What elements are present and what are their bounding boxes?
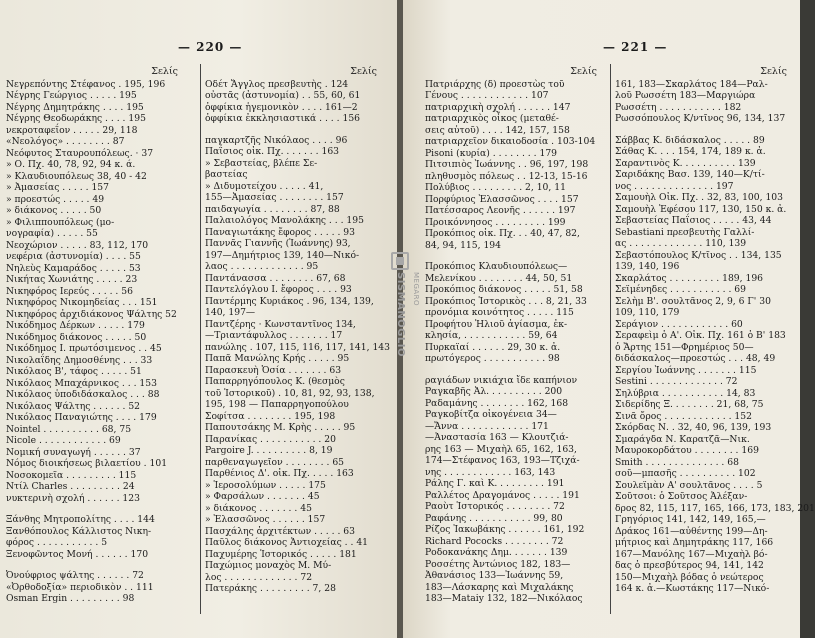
index-entry: Σιδερίδης Ξ. . . . . . . . 21, 68, 75 — [615, 399, 764, 410]
index-entry: Σαριδάκης Βασ. 139, 140—Κ/τί- — [615, 169, 765, 180]
index-entry: νης . . . . . . . . . . . . 163, 143 — [425, 466, 556, 478]
index-entry: Ροσσέτης Ἀντώνιος 182, 183— — [425, 558, 571, 570]
index-entry: » Διδυμοτείχου . . . . . 41, — [205, 180, 324, 192]
index-entry: Νικόλαος Β', τάφος . . . . . 51 — [6, 366, 142, 377]
index-entry: Sebastiani πρεσβευτὴς Γαλλί- — [615, 226, 755, 238]
index-entry: Πατριάρχης (δ) προεστὼς τοῦ — [425, 78, 565, 90]
index-entry: Παῦλος διάκονος Ἀντιοχείας . . 41 — [205, 537, 369, 548]
index-entry: » Ἐλασσῶνος . . . . . . 157 — [205, 514, 326, 525]
library-logo-icon — [391, 252, 409, 270]
index-entry: Νικόλαος Παναγιώτης . . . . 179 — [6, 412, 157, 423]
index-entry: Παρανίκας . . . . . . . . . . . 20 — [205, 433, 336, 445]
index-entry: Σηλύβρια . . . . . . . . . . . 14, 83 — [615, 387, 756, 399]
index-entry: Σινᾶ ὄρος . . . . . . . . . . . . 152 — [615, 410, 752, 422]
index-column — [425, 66, 601, 605]
index-entry: » Φιλιππουπόλεως (μο- — [6, 216, 115, 228]
index-entry: Οδέτ Ἄγγλος πρεσβευτὴς . 124 — [205, 78, 349, 90]
index-entry: Νομική συναγωγή . . . . . . 37 — [6, 446, 141, 458]
index-entry: πληθυσμὸς πόλεως . . 12-13, 15-16 — [425, 170, 588, 182]
index-entry: Νηλεὺς Καμαράδος . . . . . 53 — [6, 262, 141, 274]
index-entry: 164 κ. ἀ.—Κωστάκης 117—Νικό- — [615, 583, 770, 594]
index-entry: πατριαρχεῖον δικαιοδοσία . 103-104 — [425, 136, 596, 147]
index-entry: Ρίζος Ἰακωβάκης . . . . . . 161, 192 — [425, 524, 585, 535]
index-entry: » Ο. Πχ. 40, 78, 92, 94 κ. ά. — [6, 159, 136, 170]
index-entry: Ράλης Γ. καὶ Κ. . . . . . . . . 191 — [425, 478, 565, 489]
index-entry: Σκαρλάτος . . . . . . . . . 189, 196 — [615, 272, 764, 284]
index-entry: Νικολαΐδης Δημοσθένης . . . 33 — [6, 354, 153, 366]
index-entry: Ραδαμάνης . . . . . . . . 162, 168 — [425, 397, 569, 409]
index-entry: Σαμουὴλ Ἐφέσου 117, 130, 150 κ. ἀ. — [615, 203, 787, 215]
index-entry: νυκτερινὴ σχολή . . . . . . 123 — [6, 492, 140, 504]
index-entry: Παπουτσάκης Μ. Κρὴς . . . . . 95 — [205, 422, 356, 433]
index-entry: 183—Λάσκαρης καὶ Μιχαλάκης — [425, 581, 574, 593]
index-entry: —Τριαντάφυλλος . . . . . . . 17 — [205, 330, 343, 341]
index-entry: Προικόννησος . . . . . . . . . 199 — [425, 216, 566, 228]
index-entry: —Ἀναστασία 163 — Κλουτζιά- — [425, 432, 569, 443]
index-entry: 183—Mataiy 132, 182—Νικόλαος — [425, 593, 583, 604]
index-entry: δας ὁ πρεσβύτερος 94, 141, 142 — [615, 560, 764, 571]
index-entry: 84, 94, 115, 194 — [425, 239, 501, 251]
index-entry: Νικόδημος Ι. πρωτόσιμενος . . 45 — [6, 343, 162, 354]
index-entry: σοῦ—μπασῆς . . . . . . . . . . 102 — [615, 468, 756, 479]
column-divider-right — [610, 64, 611, 614]
index-entry: Ξανθόπουλος Κάλλιστος Νικη- — [6, 525, 152, 537]
index-entry: Σοφίτσα . . . . . . . . 195, 198 — [205, 410, 336, 422]
index-entry: » Σεβαστείας, βλέπε Σε- — [205, 157, 318, 169]
column-header: Σελίς — [151, 66, 178, 77]
index-entry: Smith . . . . . . . . . . . . . . 68 — [615, 456, 739, 468]
index-entry: οὐστᾶς (ἀστυνομία) . . 55, 60, 61 — [205, 90, 361, 101]
index-entry: » διάκονος . . . . . . . 45 — [205, 502, 312, 514]
index-entry: Σεραφεὶμ ὁ Α'. Οἰκ. Πχ. 161 ὁ Β' 183 — [615, 330, 786, 341]
index-entry: —Ἄννα . . . . . . . . . . . . 171 — [425, 420, 549, 432]
index-entry: Ραλλέτος Δραγομάνος . . . . . 191 — [425, 489, 580, 501]
entry-gap — [615, 125, 791, 135]
index-entry: Πασχάλης ἀρχιτέκτων . . . . . 63 — [205, 525, 355, 537]
index-entry: » Κλαυδιουπόλεως 38, 40 - 42 — [6, 170, 147, 182]
index-entry: Ραγκοβίτζα οἰκογένεια 34— — [425, 409, 557, 420]
index-entry: Σεβαστόπουλος Κ/τῖνος . . 134, 135 — [615, 249, 782, 261]
index-entry: λαος . . . . . . . . . . . . . 95 — [205, 261, 319, 272]
index-column — [615, 66, 815, 595]
index-entry: Πατέσσαρος Λεονῆς . . . . . . 197 — [425, 205, 576, 216]
index-entry: Ξενοφῶντος Μονή . . . . . . 170 — [6, 548, 149, 560]
index-entry: ρης 163 — Μιχαὴλ 65, 162, 163, — [425, 443, 577, 455]
index-entry: Πυρκαϊαί . . . . . . 29, 30 κ. ἀ. — [425, 341, 561, 353]
right-page — [403, 0, 815, 638]
index-entry: 174—Στέφανος 163, 193—Τζιχά- — [425, 455, 580, 466]
column-header: Σελίς — [760, 66, 787, 77]
index-entry: Νόμος διοικήσεως βιλαετίου . 101 — [6, 458, 168, 469]
index-entry: Pisoni (κυρία) . . . . . . . . 179 — [425, 147, 558, 159]
index-entry: Μελενίκου . . . . . . . . 44, 50, 51 — [425, 272, 573, 284]
index-entry: Νοσοκομεῖα . . . . . . . . . 115 — [6, 469, 137, 481]
index-entry: Σάββας Κ. διδάσκαλος . . . . . 89 — [615, 134, 765, 146]
index-entry: » Φαρσάλων . . . . . . . 45 — [205, 491, 320, 502]
index-entry: Παννᾶς Γιαννῆς (Ἰωάννης) 93, — [205, 238, 351, 249]
index-entry: τοῦ Ἱστορικοῦ) . 10, 81, 92, 93, 138, — [205, 387, 375, 399]
index-entry: «Νεολόγος» . . . . . . . . 87 — [6, 136, 125, 147]
index-entry: ας . . . . . . . . . . . . . 110, 139 — [615, 238, 747, 249]
index-entry: Ντίλ Charles . . . . . . . . . 24 — [6, 481, 135, 492]
index-entry: πανώλης . 107, 115, 116, 117, 141, 143 — [205, 341, 390, 353]
index-entry: Νέγρης Θεοδωράκης . . . . 195 — [6, 113, 146, 124]
entry-gap — [425, 251, 601, 261]
index-entry: Ροδοκανάκης Δημ. . . . . . . 139 — [425, 547, 568, 558]
index-entry: Νεοχώριον . . . . . 83, 112, 170 — [6, 239, 149, 251]
index-entry: 161, 183—Σκαρλάτος 184—Ραλ- — [615, 78, 768, 90]
index-entry: ὀφφίκια ἡγεμονικὸν . . . . 161—2 — [205, 101, 358, 113]
index-entry: ραγιάδων νικιάχια ἴδε καπήνιον — [425, 374, 578, 386]
index-entry: Σελὴμ Β'. σουλτᾶνος 2, 9, 6 Γ' 30 — [615, 295, 771, 307]
index-entry: Νικόδημος διάκονος . . . . . 50 — [6, 331, 147, 343]
index-entry: φόρος . . . . . . . . . . . 5 — [6, 537, 108, 548]
index-entry: Σαραντινὸς Κ. . . . . . . . . . 139 — [615, 157, 756, 169]
index-entry: Παπαρρηγόπουλος Κ. (θεσμὸς — [205, 376, 345, 387]
index-entry: νογραφία) . . . . . 55 — [6, 228, 98, 239]
page-number-left: — 220 — — [178, 40, 243, 54]
index-entry: Παναγιωτάκης ἔφορος . . . . . 93 — [205, 226, 355, 238]
index-entry: Νικηφόρος Νικομηδείας . . . 151 — [6, 297, 158, 308]
left-page — [0, 0, 397, 638]
column-header: Σελίς — [350, 66, 377, 77]
index-entry: πατριαρχικὴ σχολή . . . . . . 147 — [425, 101, 571, 113]
index-entry: Πορφύριος Ἐλασσῶνος . . . . 157 — [425, 193, 579, 205]
index-entry: 195, 198 — Παπαρρηγοπούλου — [205, 399, 349, 410]
entry-gap — [6, 504, 182, 514]
index-entry: Πατεράκης . . . . . . . . . 7, 28 — [205, 583, 336, 594]
index-entry: Παντελόγλου Ι. ἔφορος . . . . 93 — [205, 284, 352, 295]
index-entry: νεφέρια (ἀστυνομία) . . . . 55 — [6, 251, 141, 262]
index-entry: Σεβαστείας Παΐσιος . . . . . 43, 44 — [615, 215, 772, 226]
index-entry: 139, 140, 196 — [615, 261, 680, 272]
index-entry: διδάσκαλος—προεστώς . . . 48, 49 — [615, 353, 776, 364]
index-entry: «Ὀρθοδοξία» περιοδικὸν . . 111 — [6, 581, 154, 593]
index-entry: Πιτσιπιὸς Ἰωάννης . . 96, 197, 198 — [425, 159, 589, 170]
index-entry: Δράκος 161—αὐθέντης 199—Δη- — [615, 525, 768, 537]
index-entry: Ὀνούφριος ψάλτης . . . . . . 72 — [6, 570, 144, 581]
index-entry: 140, 197— — [205, 307, 256, 318]
index-entry: πατριαρχικὸς οἶκος (μεταθέ- — [425, 113, 559, 124]
index-entry: βαστείας — [205, 169, 248, 180]
index-entry: παγκαρτζῆς Νικόλαος . . . . 96 — [205, 134, 348, 146]
entry-gap — [6, 560, 182, 570]
index-entry: Νεγρεπόντης Στέφανος . 195, 196 — [6, 78, 166, 90]
index-entry: 150—Μιχαὴλ βόδας ὁ νεώτερος — [615, 571, 764, 583]
index-entry: παιδαγωγία . . . . . . . . 87, 88 — [205, 203, 340, 215]
index-entry: Παπᾶ Μανώλης Κρής . . . . . 95 — [205, 353, 350, 364]
index-entry: Νικηφόρος Ιερεύς . . . . . 56 — [6, 285, 133, 297]
index-entry: Ἀθανάσιος 133—Ἰωάννης 59, — [425, 570, 564, 581]
index-column — [205, 66, 390, 595]
index-entry: Σουλεϊμὰν Α' σουλτᾶνος . . . . 5 — [615, 479, 763, 491]
stamp-text: SISMANOGLIO — [395, 272, 406, 357]
index-entry: ὁ Ἄρτης 151—Φρημέριος 50— — [615, 341, 754, 353]
index-entry: Μαυροκορδάτου . . . . . . . . 169 — [615, 445, 759, 456]
index-entry: Προκόπιος διάκονος . . . . . 51, 58 — [425, 284, 583, 295]
index-entry: Σκόρδας Ν. . 32, 40, 96, 139, 193 — [615, 422, 772, 433]
stamp-subtext: MEGARO — [412, 272, 420, 307]
index-entry: Ραοὺτ Ἱστορικός . . . . . . . . 72 — [425, 501, 565, 512]
index-entry: Προκόπιος Κλαυδιουπόλεως— — [425, 261, 568, 272]
index-entry: νος . . . . . . . . . . . . . . 197 — [615, 180, 734, 192]
index-entry: Νικόλαος Ψάλτης . . . . . . 52 — [6, 400, 141, 412]
index-entry: Παχώμιος μοναχὸς Μ. Μύ- — [205, 560, 332, 571]
index-entry: Παρθένιος Δ'. οἰκ. Πχ. . . . . 163 — [205, 468, 354, 479]
index-entry: μήτριος καὶ Δημητράκης 117, 166 — [615, 537, 774, 548]
index-entry: 109, 110, 179 — [615, 307, 680, 318]
index-entry: Προφήτου Ἡλιοῦ ἁγίασμα, ἐκ- — [425, 318, 568, 330]
index-entry: Νικόδημος Δέρκων . . . . . 179 — [6, 320, 145, 331]
index-entry: Ραγκαβῆς Ἀλ. . . . . . . . . . 200 — [425, 386, 563, 397]
index-entry: » Ἀμασείας . . . . . 157 — [6, 182, 109, 193]
index-entry: Osman Ergin . . . . . . . . . 98 — [6, 593, 135, 604]
index-entry: Γρηγόριος 141, 142, 149, 165,— — [615, 514, 766, 525]
index-entry: Νικηφόρος ἀρχιδιάκονος Ψάλτης 52 — [6, 308, 177, 320]
index-entry: Σμαράγδα Ν. Καρατζᾶ—Νικ. — [615, 433, 750, 445]
index-entry: Παΐσιος οἰκ. Πχ. . . . . . . 163 — [205, 146, 340, 157]
index-entry: κλησία, . . . . . . . . . . . 59, 64 — [425, 330, 558, 341]
column-divider-left — [200, 64, 201, 614]
index-entry: νεκροταφεΐον . . . . . 29, 118 — [6, 124, 138, 136]
index-entry: 155—Ἀμασείας . . . . . . . . 157 — [205, 192, 344, 203]
index-entry: Νέγρης Γεώργιος . . . . . 195 — [6, 90, 137, 101]
index-entry: Nointel . . . . . . . . . . 68, 75 — [6, 423, 132, 435]
index-entry: Νικόλαος Μπαχάρνικος . . . 153 — [6, 377, 157, 389]
index-entry: Παντάνασσα . . . . . . . . 67, 68 — [205, 272, 346, 284]
index-entry: λος . . . . . . . . . . . . . 72 — [205, 571, 313, 583]
index-entry: Σαμουὴλ Οἰκ. Πχ. . 32, 83, 100, 103 — [615, 192, 783, 203]
index-entry: παρθεναγωγεῖον . . . . . . . . 65 — [205, 456, 345, 468]
index-entry: προνόμια κοινότητος . . . . . 115 — [425, 307, 574, 318]
index-entry: λοῦ Ρωσσέτη 183—Μαργιώρα — [615, 90, 756, 101]
page-number-right: — 221 — — [603, 40, 668, 54]
index-entry: Νέγρης Δημητράκης . . . . 195 — [6, 101, 144, 113]
index-entry: Ρωσσόπουλος Κ/ντῖνος 96, 134, 137 — [615, 113, 786, 124]
index-entry: Παχυμέρης Ἱστορικός . . . . . 181 — [205, 548, 357, 560]
index-entry: » διάκονος . . . . . 50 — [6, 205, 102, 216]
index-entry: ὀφφίκια ἐκκλησιαστικά . . . . 156 — [205, 113, 361, 124]
index-entry: δρος 82, 115, 117, 165, 166, 173, 183, 201 — [615, 502, 815, 514]
index-entry: σεις αὐτοῦ) . . . . 142, 157, 158 — [425, 124, 570, 136]
index-entry: Ρωσσέτη . . . . . . . . . . . 182 — [615, 101, 742, 113]
index-entry: » Ἱεροσολύμων . . . . . 175 — [205, 479, 326, 491]
index-entry: Πολύβιος . . . . . . . . . 2, 10, 11 — [425, 182, 566, 193]
index-entry: Richard Pococks . . . . . . . . 72 — [425, 535, 564, 547]
index-entry: 167—Μανόλης 167—Μιχαὴλ βό- — [615, 548, 768, 560]
library-watermark-stamp — [382, 252, 420, 402]
index-entry: Ξάνθης Μητροπολίτης . . . . 144 — [6, 514, 155, 525]
index-entry: Προκόπιος Ἱστορικὸς . . . 8, 21, 33 — [425, 295, 587, 307]
index-entry: Προκόπιος οἰκ. Πχ. . . 40, 47, 82, — [425, 228, 580, 239]
index-entry: Pargoire J. . . . . . . . . . 8, 19 — [205, 445, 333, 456]
index-entry: Παντζέρης · Κωνσταντῖνος 134, — [205, 318, 356, 330]
index-entry: Σεϊμένηδες . . . . . . . . . . . 69 — [615, 284, 746, 295]
index-column — [6, 66, 182, 605]
index-entry: Sestini . . . . . . . . . . . . . 72 — [615, 376, 738, 387]
index-entry: Σεργίου Ἰωάννης . . . . . . . 115 — [615, 364, 757, 376]
index-entry: Παρασκευὴ Ὁσία . . . . . . . 63 — [205, 364, 342, 376]
index-entry: 197—Δημήτριος 139, 140—Νικό- — [205, 249, 360, 261]
entry-gap — [205, 125, 381, 135]
index-entry: Νικήτας Χωνιάτης . . . . . 23 — [6, 274, 138, 285]
index-entry: Παλαιολόγος Μανολάκης . . . 195 — [205, 215, 364, 226]
index-entry: » προεστώς . . . . . 49 — [6, 193, 105, 205]
index-entry: Nicole . . . . . . . . . . . . 69 — [6, 435, 121, 446]
index-entry: Σάθας Κ. . . . 154, 174, 189 κ. ἀ. — [615, 146, 766, 157]
index-entry: Νεόφυτος Σταυρουπόλεως. · 37 — [6, 147, 154, 159]
index-entry: Σοῦτσοι: ὁ Σοῦτσος Ἀλέξαν- — [615, 491, 748, 502]
index-entry: Ραφάνης . . . . . . . . . . . 99, 80 — [425, 512, 563, 524]
index-entry: πρωτόγερος . . . . . . . . . . . 98 — [425, 353, 560, 364]
entry-gap — [425, 365, 601, 375]
column-header: Σελίς — [570, 66, 597, 77]
index-entry: Γένους . . . . . . . . . . . . 107 — [425, 90, 549, 101]
index-entry: Σεράγιον . . . . . . . . . . . . 60 — [615, 318, 743, 330]
index-entry: Παντέρμης Κυριάκος . 96, 134, 139, — [205, 295, 374, 307]
index-entry: Νικόλαος ὑποδιδάσκαλος . . . 88 — [6, 389, 160, 400]
